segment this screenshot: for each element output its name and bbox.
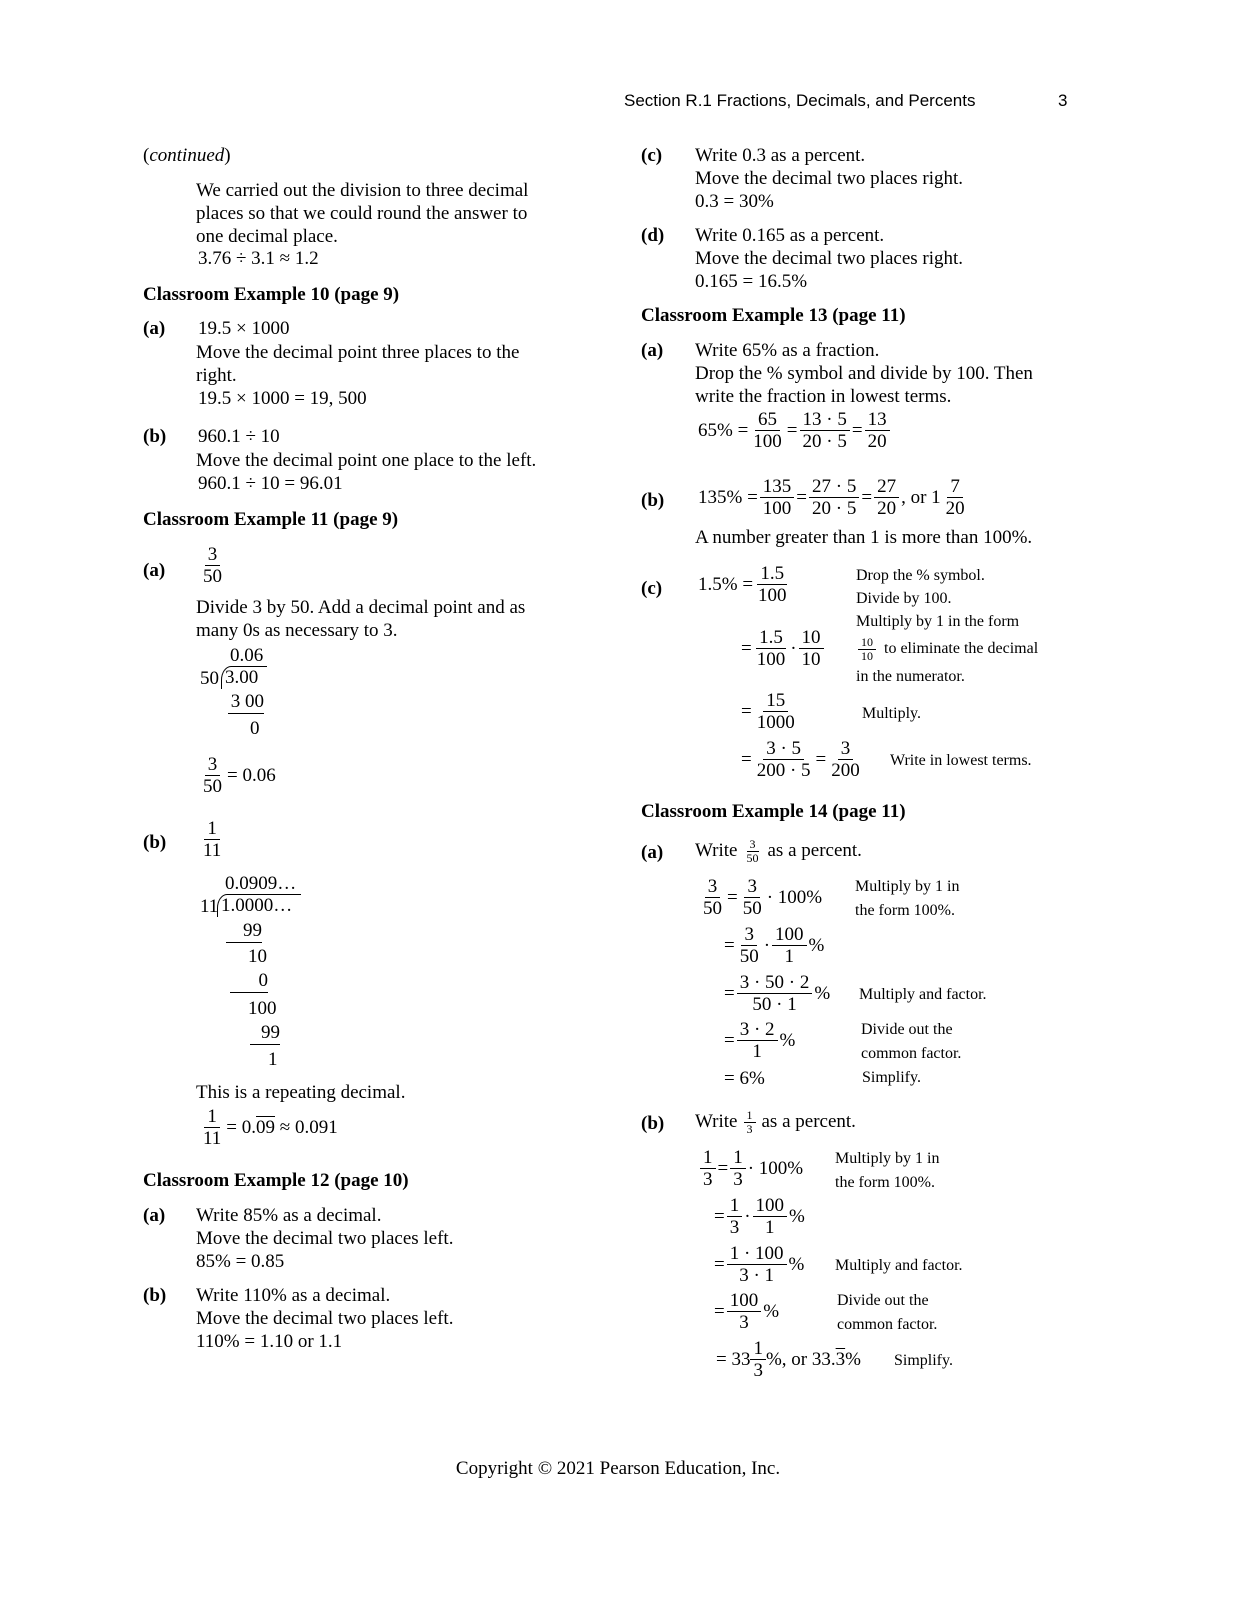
math-line: 960.1 ÷ 10 = 96.01 (198, 473, 343, 494)
text-line: Move the decimal two places left. (196, 1228, 454, 1249)
division-step: 99 (226, 920, 262, 943)
continued-text: one decimal place. (196, 226, 338, 247)
part-label: (b) (641, 1113, 665, 1134)
fraction: $\frac{1}{11}$ (203, 818, 222, 862)
step-note: the form 100%. (855, 902, 955, 919)
step-note: Multiply by 1 in (855, 878, 960, 895)
equation: 65% = $\frac{65}{100}$ = $\frac{13 \cdot 5}{20 \cdot 5}$ = $\frac{13}{20}$ (698, 409, 892, 453)
quotient: 0.06 (230, 645, 264, 666)
text-line: A number greater than 1 is more than 100%. (695, 527, 1033, 548)
part-label: (a) (641, 842, 664, 863)
division-step: 1 (268, 1049, 278, 1070)
continued-result: 3.76 ÷ 3.1 ≈ 1.2 (198, 248, 319, 269)
text-line: Divide 3 by 50. Add a decimal point and as (196, 597, 526, 618)
step-note: Multiply and factor. (835, 1257, 963, 1274)
text-line: This is a repeating decimal. (196, 1082, 406, 1103)
copyright-footer: Copyright © 2021 Pearson Education, Inc. (455, 1458, 781, 1479)
part-label: (b) (143, 426, 167, 447)
equation-step: = $\frac{15}{1000}$ (741, 690, 795, 734)
quotient: 0.0909… (225, 873, 297, 894)
division-step: 99 (250, 1022, 280, 1045)
equation-step: = 33 $\frac{1}{3}$ %, or 33. 3 % (716, 1338, 861, 1382)
step-note: Multiply and factor. (859, 986, 987, 1003)
step-note: common factor. (861, 1045, 962, 1062)
text-line: Move the decimal point three places to the (196, 342, 520, 363)
step-note: Divide out the (837, 1292, 929, 1309)
division-step: 0 (250, 718, 260, 739)
part-label: (a) (143, 318, 166, 339)
page-number: 3 (1058, 91, 1068, 110)
equation-step: = $\frac{3 \cdot 5}{200 \cdot 5}$ = $\frac{3}{200}$ (741, 738, 860, 782)
text-line: Write 85% as a decimal. (196, 1205, 382, 1226)
equation-step: = $\frac{100}{3}$ % (714, 1290, 780, 1334)
text-line: many 0s as necessary to 3. (196, 620, 398, 641)
division-step: 10 (248, 946, 267, 967)
step-note: Simplify. (894, 1352, 953, 1369)
division-step: 100 (248, 998, 277, 1019)
part-label: (b) (143, 1285, 167, 1306)
step-note: in the numerator. (856, 668, 965, 685)
text-line: Write 65% as a fraction. (695, 340, 880, 361)
part-label: (b) (641, 490, 665, 511)
example-10-heading: Classroom Example 10 (page 9) (143, 284, 400, 305)
step-note: Drop the % symbol. (856, 567, 985, 584)
equation-step: = $\frac{1.5}{100}$ · $\frac{10}{10}$ (741, 627, 826, 671)
part-label: (c) (641, 578, 663, 599)
result-equation: $\frac{3}{50}$ = 0.06 (203, 754, 276, 798)
math-line: 0.165 = 16.5% (695, 271, 808, 292)
continued-label: (continued) (143, 145, 231, 166)
step-note: Divide out the (861, 1021, 953, 1038)
text-line: right. (196, 365, 237, 386)
text-line: Move the decimal two places right. (695, 168, 964, 189)
example-14-heading: Classroom Example 14 (page 11) (641, 801, 906, 822)
math-line: 19.5 × 1000 = 19, 500 (198, 388, 367, 409)
text-line: Move the decimal point one place to the left. (196, 450, 537, 471)
equation-step: = $\frac{3 \cdot 50 \cdot 2}{50 \cdot 1}$ % (724, 972, 831, 1016)
part-label: (a) (143, 560, 166, 581)
step-note: Simplify. (862, 1069, 921, 1086)
part-label: (c) (641, 145, 663, 166)
step-note: common factor. (837, 1316, 938, 1333)
division-step: 0 (230, 970, 268, 993)
math-line: 110% = 1.10 or 1.1 (196, 1331, 343, 1352)
dividend: 3.00 (221, 666, 267, 689)
continued-text: places so that we could round the answer to (196, 203, 528, 224)
equation-step: $\frac{1}{3}$ = $\frac{1}{3}$ · 100% (698, 1147, 803, 1191)
prompt-line: Write $\frac{1}{3}$ as a percent. (695, 1108, 856, 1136)
text-line: Write 0.165 as a percent. (695, 225, 885, 246)
step-note: $\frac{10}{10}$ to eliminate the decimal (856, 636, 1038, 662)
text-line: Move the decimal two places right. (695, 248, 964, 269)
equation-step: = 6% (724, 1068, 765, 1089)
divisor: 11 (200, 896, 219, 917)
text-line: write the fraction in lowest terms. (695, 386, 952, 407)
text-line: Move the decimal two places left. (196, 1308, 454, 1329)
part-label: (a) (143, 1205, 166, 1226)
equation-step: 1.5% = $\frac{1.5}{100}$ (698, 563, 787, 607)
continued-text: We carried out the division to three decimal (196, 180, 529, 201)
math-line: 85% = 0.85 (196, 1251, 285, 1272)
fraction: $\frac{3}{50}$ (203, 544, 222, 588)
step-note: Multiply by 1 in the form (856, 613, 1020, 630)
math-line: 960.1 ÷ 10 (198, 426, 280, 447)
dividend: 1.0000… (217, 894, 301, 917)
result-equation: $\frac{1}{11}$ = 0. 09 ≈ 0.091 (203, 1106, 338, 1150)
step-note: Divide by 100. (856, 590, 952, 607)
step-note: Write in lowest terms. (890, 752, 1032, 769)
step-note: Multiply. (862, 705, 921, 722)
step-note: Multiply by 1 in (835, 1150, 940, 1167)
equation-step: = $\frac{1}{3}$ · $\frac{100}{1}$ % (714, 1195, 805, 1239)
part-label: (d) (641, 225, 665, 246)
text-line: Write 110% as a decimal. (196, 1285, 391, 1306)
equation-step: = $\frac{1 \cdot 100}{3 \cdot 1}$ % (714, 1243, 805, 1287)
division-step: 3 00 (228, 691, 264, 714)
math-line: 19.5 × 1000 (198, 318, 290, 339)
math-line: 0.3 = 30% (695, 191, 774, 212)
equation-step: = $\frac{3 \cdot 2}{1}$ % (724, 1019, 796, 1063)
prompt-line: Write $\frac{3}{50}$ as a percent. (695, 837, 862, 865)
running-header: Section R.1 Fractions, Decimals, and Percents (624, 91, 976, 110)
part-label: (a) (641, 340, 664, 361)
text-line: Write 0.3 as a percent. (695, 145, 866, 166)
text-line: Drop the % symbol and divide by 100. Then (695, 363, 1033, 384)
step-note: the form 100%. (835, 1174, 935, 1191)
example-11-heading: Classroom Example 11 (page 9) (143, 509, 399, 530)
example-13-heading: Classroom Example 13 (page 11) (641, 305, 906, 326)
example-12-heading: Classroom Example 12 (page 10) (143, 1170, 409, 1191)
equation: 135% = $\frac{135}{100}$ = $\frac{27 \cdot 5}{20 \cdot 5}$ = $\frac{27}{20}$ , or 1 $\frac{7}{20}$ (698, 476, 965, 520)
part-label: (b) (143, 832, 167, 853)
equation-step: = $\frac{3}{50}$ · $\frac{100}{1}$ % (724, 924, 825, 968)
equation-step: $\frac{3}{50}$ = $\frac{3}{50}$ · 100% (703, 876, 823, 920)
divisor: 50 (200, 668, 219, 689)
